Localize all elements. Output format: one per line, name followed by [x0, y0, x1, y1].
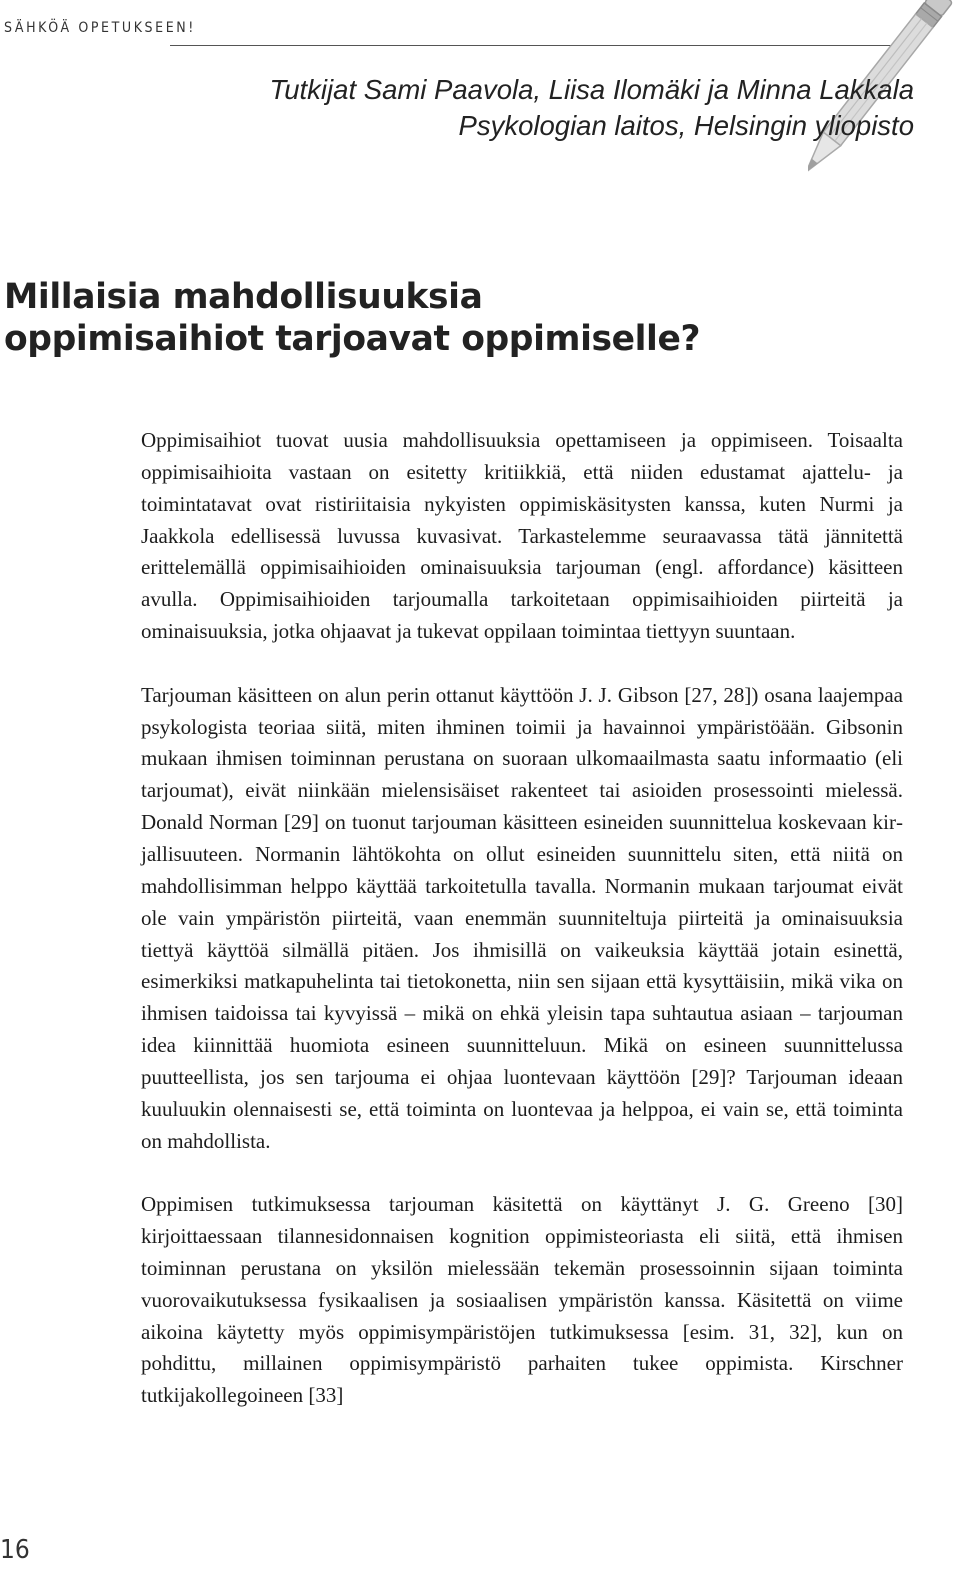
- page-number: 16: [0, 1535, 30, 1565]
- header-rule: [170, 45, 910, 46]
- article-title-line-1: Millaisia mahdollisuuksia: [4, 277, 483, 317]
- author-affiliation: Psykologian laitos, Helsingin yliopisto: [458, 110, 914, 141]
- author-names: Tutkijat Sami Paavola, Liisa Ilomäki ja Minna Lakkala: [269, 74, 914, 105]
- body-paragraph-2: Tarjouman käsitteen on alun perin ottanut käyttöön J. J. Gibson [27, 28]) osana laajempaa psykologista teoriaa siitä, miten ihminen toimii ja havainnoi ympäristöään. Gibsonin mukaan ihmisen toiminnan perustana on suoraan ulkomaailmasta saatu informaatio (eli tarjoumat), eivät niinkään mielensisäiset rakenteet tai asioiden prosessointi mielessä. Donald Norman [29] on tuonut tarjouman käsitteen esineiden suunnittelua koskevaan kirjallisuuteen. Normanin lähtökohta on ollut esineiden suunnittelu siten, että niitä on mahdollisimman helppo käyttää tarkoitetulla tavalla. Normanin mukaan tarjoumat eivät ole vain ympäristön piirteitä, vaan enemmän suunniteltuja piirteitä ja ominaisuuksia tiettyä käyttöä silmällä pitäen. Jos ihmisillä on vaikeuksia käyttää jotain esinettä, esimerkiksi matkapuhelinta tai tietokonetta, niin sen sijaan että kysyttäisiin, mikä vika on ihmisen taidoissa tai kyvyissä – mikä on ehkä yleisin tapa suhtautua asiaan – tarjouman idea kiinnittää huomiota esineen suunnitteluun. Mikä on esineen suunnittelussa puutteellista, jos sen tarjouma ei ohjaa luontevaan käyttöön [29]? Tarjouman ideaan kuuluukin olennaisesti se, että toiminta on luontevaa ja helppoa, ei vain se, että toiminta on mahdollista.: [141, 682, 903, 1153]
- article-title-line-2: oppimisaihiot tarjoavat oppimiselle?: [4, 319, 701, 359]
- body-paragraph-3: Oppimisen tutkimuksessa tarjouman käsitettä on käyttänyt J. G. Greeno [30] kirjoittaessaan tilannesidonnaisen kognition oppimisteoriasta eli siitä, että ihmisen toiminnan perustana on yksilön mielessään tekemän prosessoinnin sijaan toiminta vuorovaikutuksessa fysikaalisen ja sosiaalisen ympäristön kanssa. Käsitettä on viime aikoina käytetty myös oppimisympäristöjen tutkimuksessa [esim. 31, 32], kun on pohdittu, millainen oppimisympäristö parhaiten tukee oppimista. Kirschner tutkijakollegoineen [33]: [141, 1192, 903, 1408]
- author-block: [269, 72, 914, 144]
- article-title: [4, 276, 700, 360]
- article-body: [141, 425, 903, 1444]
- running-head: SÄHKÖÄ OPETUKSEEN!: [4, 20, 196, 36]
- body-paragraph-1: Oppimisaihiot tuovat uusia mahdollisuuksia opettamiseen ja oppimiseen. Toisaalta oppimisaihioita vastaan on esitetty kritiikkiä, että niiden edustamat ajattelu- ja toimintatavat ovat ristiriitaisia nykyisten oppimiskäsitysten kanssa, kuten Nurmi ja Jaakkola edellisessä luvussa kuvasivat. Tarkastelemme seuraavassa tätä jännitettä erittelemällä oppimisaihioiden ominaisuuksia tarjouman (engl. affordance) käsitteen avulla. Oppimisaihioiden tarjoumalla tarkoitetaan oppimisaihioiden piirteitä ja ominaisuuksia, jotka ohjaavat ja tukevat oppilaan toimintaa tiettyyn suuntaan.: [141, 428, 903, 644]
